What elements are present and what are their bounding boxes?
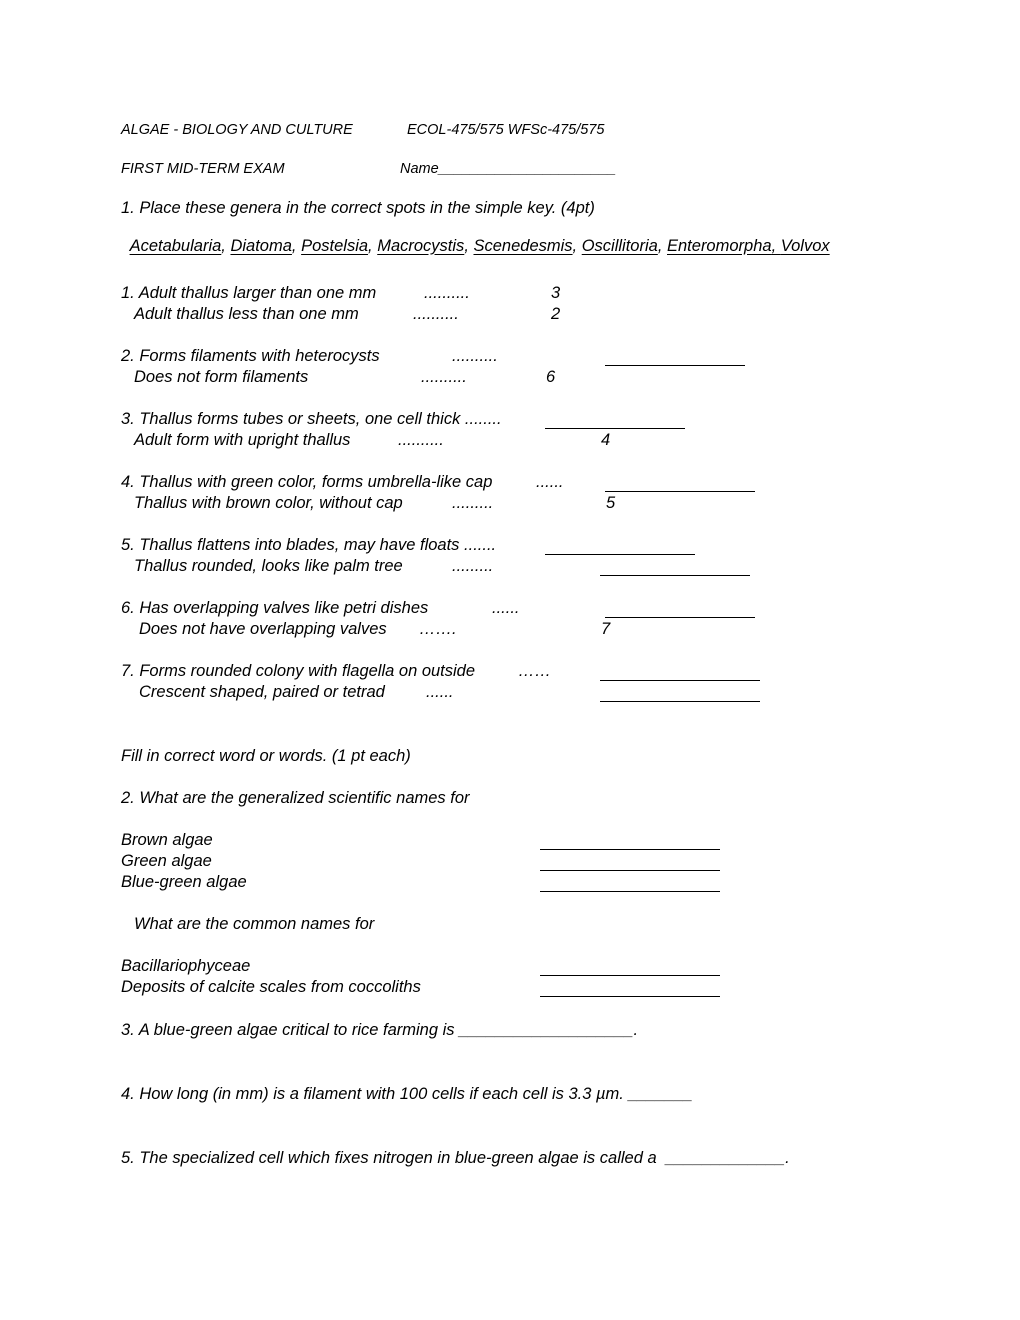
blue-green-algae-blank[interactable]: [540, 891, 720, 892]
key-5a-answer-blank[interactable]: [545, 554, 695, 555]
key-2a-text: 2. Forms filaments with heterocysts: [121, 347, 380, 365]
key-3a-answer-blank[interactable]: [545, 428, 685, 429]
key-3b-answer: 4: [601, 431, 611, 449]
bacillariophyceae-blank[interactable]: [540, 975, 720, 976]
key-7a-text: 7. Forms rounded colony with flagella on outside: [121, 662, 476, 680]
key-2a-answer-blank[interactable]: [605, 365, 745, 366]
course-codes: ECOL-475/575 WFSc-475/575: [407, 122, 605, 138]
green-algae-label: Green algae: [121, 852, 212, 870]
q5-text: 5. The specialized cell which fixes nitrogen in blue-green algae is called a _____________.: [121, 1149, 790, 1167]
key-4b-dots: .........: [452, 494, 494, 512]
name-field[interactable]: Name______________________: [400, 161, 617, 177]
key-3b-text: Adult form with upright thallus: [134, 431, 351, 449]
key-2b-text: Does not form filaments: [134, 368, 309, 386]
key-6b-answer: 7: [601, 620, 611, 638]
genus-diatoma: Diatoma: [230, 236, 292, 255]
key-7a-dots: ……: [518, 662, 551, 680]
genus-volvox: Volvox: [780, 236, 830, 255]
key-3b-dots: ..........: [398, 431, 444, 449]
blue-green-algae-label: Blue-green algae: [121, 873, 247, 891]
key-6a-dots: ......: [492, 599, 520, 617]
key-2a-dots: ..........: [452, 347, 498, 365]
brown-algae-blank[interactable]: [540, 849, 720, 850]
key-4a-dots: ......: [536, 473, 564, 491]
genus-macrocystis: Macrocystis: [377, 236, 465, 255]
fill-instructions: Fill in correct word or words. (1 pt each): [121, 747, 411, 765]
key-7b-dots: ......: [426, 683, 454, 701]
key-4a-answer-blank[interactable]: [605, 491, 755, 492]
key-5b-text: Thallus rounded, looks like palm tree: [134, 557, 403, 575]
key-3a-text: 3. Thallus forms tubes or sheets, one cell thick ........: [121, 410, 502, 428]
genus-scenedesmis: Scenedesmis: [473, 236, 573, 255]
key-2b-dots: ..........: [421, 368, 467, 386]
key-1a-answer: 3: [551, 284, 561, 302]
brown-algae-label: Brown algae: [121, 831, 213, 849]
genera-list: Acetabularia, Diatoma, Postelsia, Macrocystis, Scenedesmis, Oscillitoria, Enteromorpha, Volvox: [129, 236, 830, 255]
key-1a-dots: ..........: [424, 284, 470, 302]
key-5b-dots: .........: [452, 557, 494, 575]
genus-postelsia: Postelsia: [301, 236, 369, 255]
key-2b-answer: 6: [546, 368, 556, 386]
key-7b-answer-blank[interactable]: [600, 701, 760, 702]
bacillariophyceae-label: Bacillariophyceae: [121, 957, 251, 975]
key-4a-text: 4. Thallus with green color, forms umbrella-like cap: [121, 473, 493, 491]
key-7b-text: Crescent shaped, paired or tetrad: [139, 683, 385, 701]
genus-oscillitoria: Oscillitoria: [581, 236, 658, 255]
key-1b-dots: ..........: [413, 305, 459, 323]
q3-text: 3. A blue-green algae critical to rice farming is ___________________.: [121, 1021, 639, 1039]
green-algae-blank[interactable]: [540, 870, 720, 871]
coccoliths-label: Deposits of calcite scales from coccoliths: [121, 978, 421, 996]
q1-prompt: 1. Place these genera in the correct spots in the simple key. (4pt): [121, 199, 595, 217]
course-title: ALGAE - BIOLOGY AND CULTURE: [121, 122, 353, 138]
exam-title: FIRST MID-TERM EXAM: [121, 161, 285, 177]
key-7a-answer-blank[interactable]: [600, 680, 760, 681]
q4-text: 4. How long (in mm) is a filament with 100 cells if each cell is 3.3 µm. _______: [121, 1085, 693, 1103]
q2-prompt: 2. What are the generalized scientific names for: [121, 789, 470, 807]
key-4b-text: Thallus with brown color, without cap: [134, 494, 403, 512]
common-names-prompt: What are the common names for: [134, 915, 375, 933]
key-5a-text: 5. Thallus flattens into blades, may have floats .......: [121, 536, 497, 554]
key-5b-answer-blank[interactable]: [600, 575, 750, 576]
key-6a-text: 6. Has overlapping valves like petri dishes: [121, 599, 429, 617]
key-1b-answer: 2: [551, 305, 561, 323]
key-4b-answer: 5: [606, 494, 616, 512]
genus-acetabularia: Acetabularia: [129, 236, 222, 255]
key-6a-answer-blank[interactable]: [605, 617, 755, 618]
key-6b-dots: …….: [419, 620, 457, 638]
key-6b-text: Does not have overlapping valves: [139, 620, 387, 638]
key-1a-text: 1. Adult thallus larger than one mm: [121, 284, 377, 302]
coccoliths-blank[interactable]: [540, 996, 720, 997]
genus-enteromorpha: Enteromorpha: [667, 236, 772, 255]
key-1b-text: Adult thallus less than one mm: [134, 305, 359, 323]
